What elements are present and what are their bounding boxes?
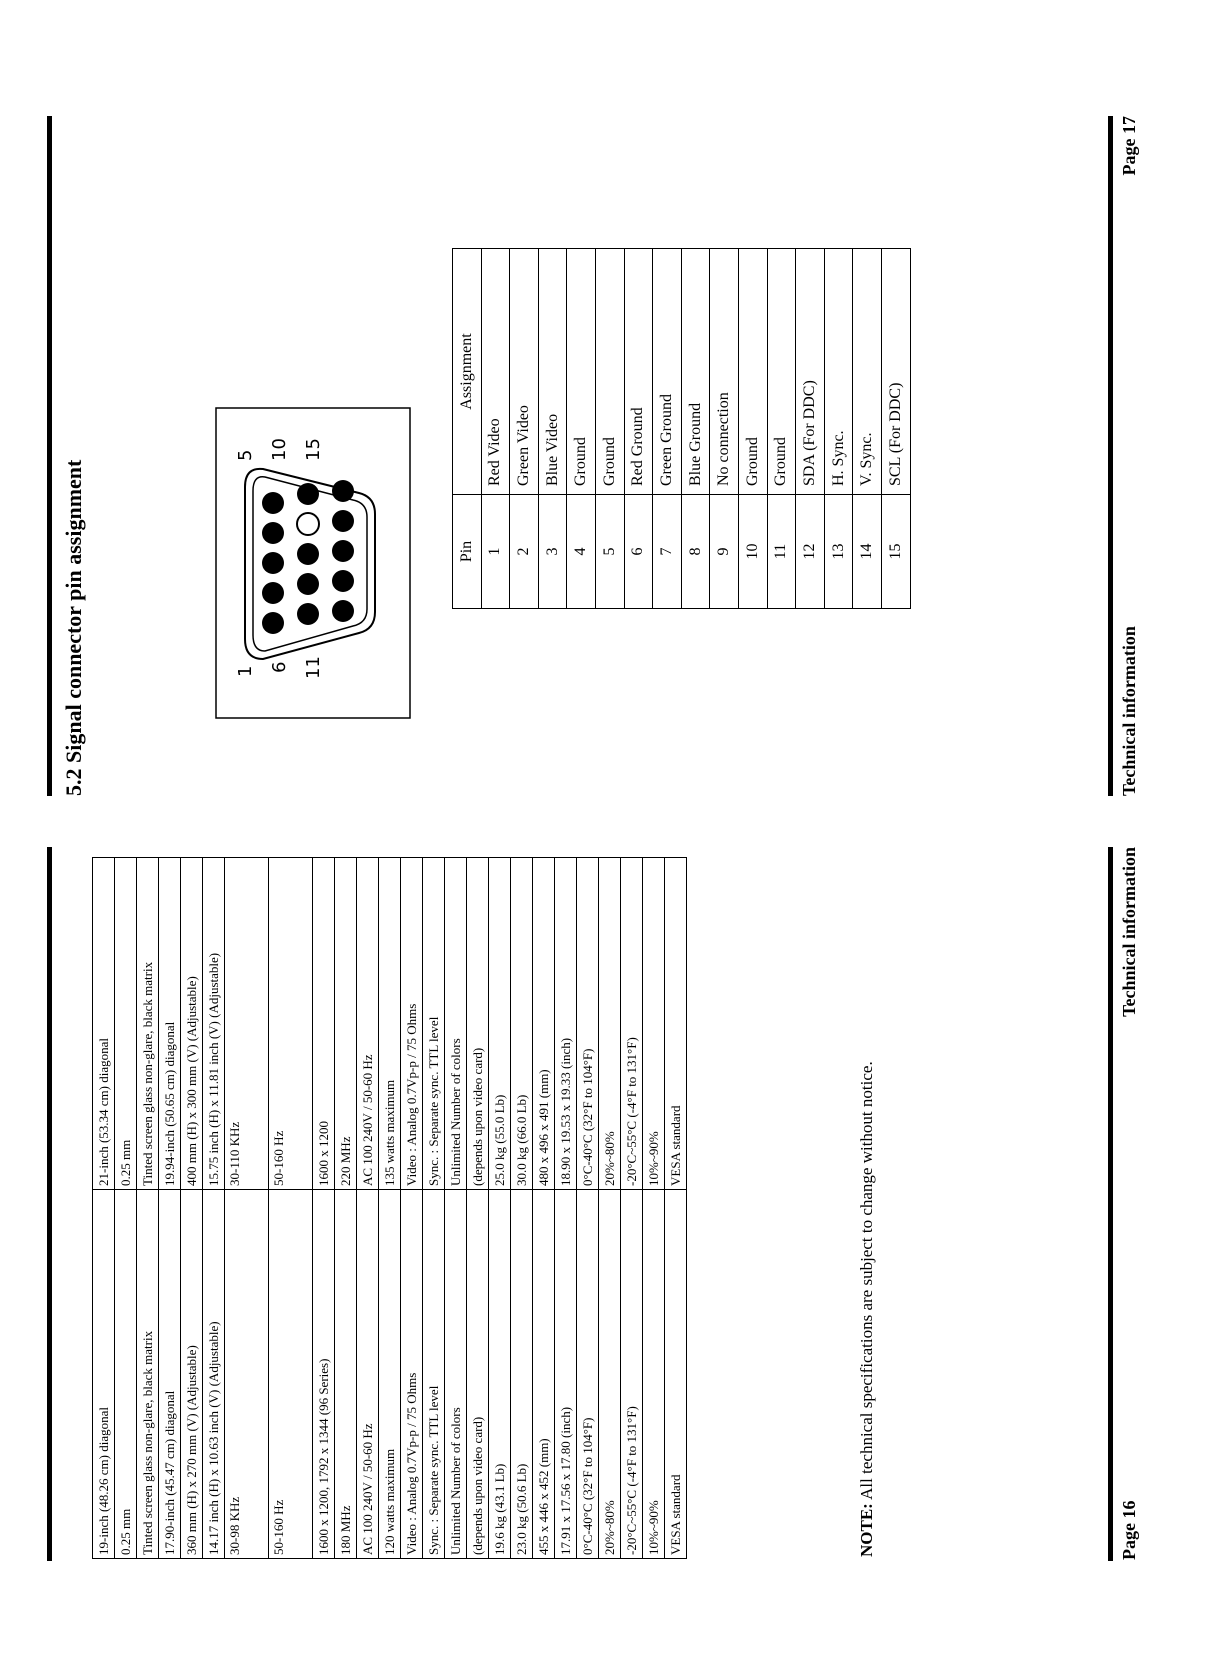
pin-number: 1 [481,495,510,609]
pin-number: 14 [853,495,882,609]
label-pin-11: 11 [303,656,324,679]
pin-assignment: Blue Ground [681,249,710,495]
spec-cell-19in: Unlimited Number of colors [445,1190,467,1559]
pin-number: 13 [824,495,853,609]
spec-row [379,858,401,1559]
right-bottom-rule [1108,116,1113,796]
spec-row [489,858,511,1559]
spec-cell-21in: VESA standard [665,858,687,1190]
spec-cell-21in: 0.25 mm [115,858,137,1190]
left-bottom-rule [1108,847,1113,1561]
spec-row [423,858,445,1559]
spec-cell-21in: Video : Analog 0.7Vp-p / 75 Ohms [401,858,423,1190]
spec-row [533,858,555,1559]
pin-assignment: H. Sync. [824,249,853,495]
pin-row [567,249,596,609]
pin-number: 15 [881,495,910,609]
pin-number: 5 [595,495,624,609]
pin-header-assignment: Assignment [453,249,482,495]
spec-row [159,858,181,1559]
spec-cell-21in: Tinted screen glass non-glare, black matrix [137,858,159,1190]
pin-dot-8 [297,543,319,565]
spec-row [511,858,533,1559]
spec-cell-21in: AC 100 240V / 50-60 Hz [357,858,379,1190]
pin-row [538,249,567,609]
spec-row [115,858,137,1559]
spec-cell-21in: 15.75 inch (H) x 11.81 inch (V) (Adjustable) [203,858,225,1190]
spec-row [643,858,665,1559]
spec-table [92,857,687,1559]
vga-connector-diagram [215,407,411,719]
spec-cell-19in: 0°C-40°C (32°F to 104°F) [577,1190,599,1559]
pin-dot-5 [262,492,284,514]
spec-cell-19in: 0.25 mm [115,1190,137,1559]
spec-cell-19in: 19-inch (48.26 cm) diagonal [93,1190,115,1559]
pin-number: 8 [681,495,710,609]
pin-row [710,249,739,609]
spec-cell-21in: 220 MHz [335,858,357,1190]
pin-row [738,249,767,609]
pin-dot-9 [297,513,319,535]
pin-number: 12 [796,495,825,609]
spec-cell-21in: 50-160 Hz [269,858,313,1190]
pin-number: 10 [738,495,767,609]
spec-cell-21in: 20%~80% [599,858,621,1190]
pin-row [853,249,882,609]
pin-number: 11 [767,495,796,609]
spec-cell-21in: Sync. : Separate sync. TTL level [423,858,445,1190]
spec-cell-21in: 25.0 kg (55.0 Lb) [489,858,511,1190]
label-pin-6: 6 [269,661,290,673]
spec-row [269,858,313,1559]
spec-cell-19in: VESA standard [665,1190,687,1559]
right-footer-title: Technical information [1119,626,1139,796]
spec-cell-21in: 480 x 496 x 491 (mm) [533,858,555,1190]
pin-row [653,249,682,609]
label-pin-10: 10 [269,438,290,461]
spec-cell-21in: 30.0 kg (66.0 Lb) [511,858,533,1190]
spec-cell-21in: 18.90 x 19.53 x 19.33 (inch) [555,858,577,1190]
spec-cell-21in: 135 watts maximum [379,858,401,1190]
pin-assignment: SDA (For DDC) [796,249,825,495]
pin-assignment: V. Sync. [853,249,882,495]
spec-row [621,858,643,1559]
spec-cell-21in: 19.94-inch (50.65 cm) diagonal [159,858,181,1190]
spec-cell-21in: 400 mm (H) x 300 mm (V) (Adjustable) [181,858,203,1190]
spec-row [467,858,489,1559]
spec-cell-21in: 0°C-40°C (32°F to 104°F) [577,858,599,1190]
right-footer-page: Page 17 [1119,116,1139,176]
pin-row [510,249,539,609]
spec-cell-19in: -20°C~55°C (-4°F to 131°F) [621,1190,643,1559]
pin-table-header [453,249,482,609]
pin-assignment: Green Video [510,249,539,495]
spec-cell-19in: 50-160 Hz [269,1190,313,1559]
spec-row [401,858,423,1559]
spec-row [599,858,621,1559]
pin-assignment: Green Ground [653,249,682,495]
spec-cell-21in: 1600 x 1200 [313,858,335,1190]
spec-cell-19in: 20%~80% [599,1190,621,1559]
pin-dot-15 [332,480,354,502]
spec-cell-19in: 180 MHz [335,1190,357,1559]
pin-row [824,249,853,609]
pin-assignment: Ground [738,249,767,495]
pin-header-pin: Pin [453,495,482,609]
spec-table-body [93,858,687,1559]
spec-row [137,858,159,1559]
pin-row [595,249,624,609]
left-footer-page: Page 16 [1119,1500,1139,1560]
pin-row [481,249,510,609]
spec-cell-19in: 14.17 inch (H) x 10.63 inch (V) (Adjustable) [203,1190,225,1559]
pin-table [452,248,911,609]
spec-cell-21in: 30-110 KHz [225,858,269,1190]
pin-dot-2 [262,582,284,604]
left-footer-title: Technical information [1119,847,1139,1017]
pin-dot-1 [262,612,284,634]
spec-cell-19in: 17.90-inch (45.47 cm) diagonal [159,1190,181,1559]
spec-cell-19in: 23.0 kg (50.6 Lb) [511,1190,533,1559]
spec-row [335,858,357,1559]
spec-cell-21in: (depends upon video card) [467,858,489,1190]
spec-cell-19in: 120 watts maximum [379,1190,401,1559]
spec-row [203,858,225,1559]
spec-row [357,858,379,1559]
pin-assignment: Ground [567,249,596,495]
pin-row [796,249,825,609]
label-pin-15: 15 [303,438,324,461]
spec-cell-19in: 360 mm (H) x 270 mm (V) (Adjustable) [181,1190,203,1559]
pin-dot-6 [297,603,319,625]
spec-row [225,858,269,1559]
pin-dot-13 [332,540,354,562]
pin-table-body [481,249,910,609]
label-pin-1: 1 [235,665,256,677]
spec-row [93,858,115,1559]
pin-dot-12 [332,570,354,592]
spec-row [181,858,203,1559]
pin-number: 7 [653,495,682,609]
spec-cell-19in: 10%~90% [643,1190,665,1559]
pin-number: 2 [510,495,539,609]
pin-row [767,249,796,609]
pin-dot-7 [297,573,319,595]
spec-cell-21in: 21-inch (53.34 cm) diagonal [93,858,115,1190]
spec-cell-21in: Unlimited Number of colors [445,858,467,1190]
pin-dot-10 [297,483,319,505]
spec-cell-19in: AC 100 240V / 50-60 Hz [357,1190,379,1559]
pin-dot-4 [262,522,284,544]
pin-dot-14 [332,510,354,532]
spec-row [313,858,335,1559]
section-title: 5.2 Signal connector pin assignment [61,459,86,796]
note-label: NOTE: [857,1503,876,1557]
label-pin-5: 5 [235,449,256,461]
pin-assignment: Ground [595,249,624,495]
pin-dot-3 [262,552,284,574]
spec-row [577,858,599,1559]
pin-assignment: Blue Video [538,249,567,495]
spec-row [555,858,577,1559]
pin-assignment: Ground [767,249,796,495]
pin-dot-11 [332,600,354,622]
spec-row [665,858,687,1559]
pin-number: 9 [710,495,739,609]
spec-note [857,1061,877,1557]
spec-cell-19in: Tinted screen glass non-glare, black matrix [137,1190,159,1559]
spec-cell-21in: -20°C~55°C (-4°F to 131°F) [621,858,643,1190]
spec-cell-19in: 19.6 kg (43.1 Lb) [489,1190,511,1559]
pin-row [881,249,910,609]
spec-cell-19in: 17.91 x 17.56 x 17.80 (inch) [555,1190,577,1559]
pin-assignment: No connection [710,249,739,495]
pin-assignment: Red Ground [624,249,653,495]
pin-assignment: SCL (For DDC) [881,249,910,495]
pin-assignment: Red Video [481,249,510,495]
pin-number: 3 [538,495,567,609]
spec-cell-19in: Sync. : Separate sync. TTL level [423,1190,445,1559]
spec-cell-21in: 10%~90% [643,858,665,1190]
pin-number: 4 [567,495,596,609]
spec-cell-19in: Video : Analog 0.7Vp-p / 75 Ohms [401,1190,423,1559]
spec-cell-19in: 455 x 446 x 452 (mm) [533,1190,555,1559]
right-top-rule [47,116,52,796]
spec-cell-19in: 1600 x 1200, 1792 x 1344 (96 Series) [313,1190,335,1559]
spec-row [445,858,467,1559]
connector-pins [262,480,354,634]
left-top-rule [47,847,52,1561]
spec-cell-19in: 30-98 KHz [225,1190,269,1559]
note-text: All technical specifications are subject to change without notice. [857,1061,876,1504]
pin-number: 6 [624,495,653,609]
pin-row [624,249,653,609]
pin-row [681,249,710,609]
spec-cell-19in: (depends upon video card) [467,1190,489,1559]
